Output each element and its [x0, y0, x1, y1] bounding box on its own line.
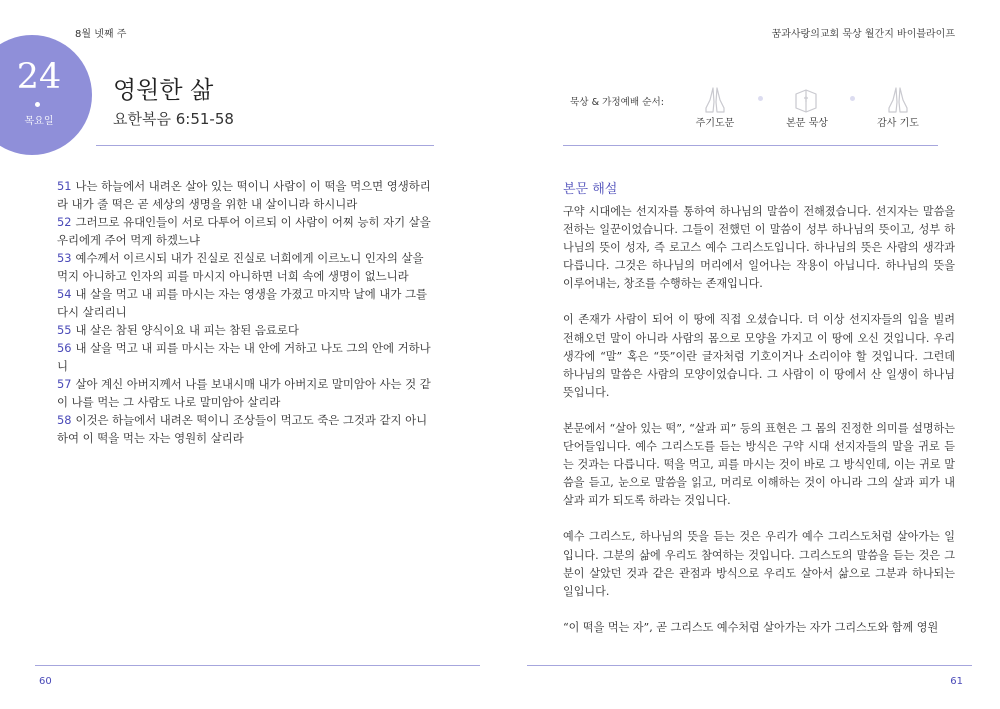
verse-number: 57 [57, 377, 72, 391]
verse-text: 내 살을 먹고 내 피를 마시는 자는 내 안에 거하고 나도 그의 안에 거하나니 [57, 341, 431, 373]
verse-item [57, 213, 437, 249]
verse-text: 예수께서 이르시되 내가 진실로 진실로 너희에게 이르노니 인자의 살을 먹지 아니하고 인자의 피를 마시지 아니하면 너희 속에 생명이 없느니라 [57, 251, 424, 283]
verse-text: 그러므로 유대인들이 서로 다투어 이르되 이 사람이 어찌 능히 자기 살을 우리에게 주어 먹게 하겠느냐 [57, 215, 431, 247]
verse-item [57, 177, 437, 213]
date-weekday: 목요일 [24, 116, 54, 127]
verse-item [57, 321, 437, 339]
verse-text: 내 살을 먹고 내 피를 마시는 자는 영생을 가졌고 마지막 날에 내가 그를 다시 살리리니 [57, 287, 428, 319]
verse-number: 58 [57, 413, 72, 427]
verse-number: 54 [57, 287, 72, 301]
running-header-left: 8월 넷째 주 [75, 29, 127, 40]
commentary-paragraph: 예수 그리스도, 하나님의 뜻을 듣는 것은 우리가 예수 그리스도처럼 살아가는 일입니다. 그분의 삶에 우리도 참여하는 것입니다. 그리스도의 말씀을 듣는 것은 그분이 살았던 것과 같은 관점과 방식으로 우리도 살아서 삶으로 그분과 하나되는 일입니다. [563, 530, 955, 598]
page-number-right: 61 [950, 676, 963, 687]
verse-item [57, 411, 437, 447]
guide-step-label: 주기도문 [695, 118, 735, 129]
verse-item [57, 249, 437, 285]
verse-number: 52 [57, 215, 72, 229]
date-dot [35, 102, 40, 107]
verse-item [57, 339, 437, 375]
guide-divider [563, 145, 938, 146]
open-book-icon [793, 86, 819, 114]
commentary-paragraph: 이 존재가 사람이 되어 이 땅에 직접 오셨습니다. 더 이상 선지자들의 입을 빌려 전해오던 말이 아니라 사람의 몸으로 모양을 가지고 이 땅에 오신 것입니다. 우리 생각에 “말” 혹은 “뜻”이란 글자처럼 기호이거나 소리이야 할 것입니다. 그런데 하나님의 말씀은 사람의 모양이었습니다. 그 사람이 이 땅에서 산 일생이 하나님 뜻입니다. [563, 313, 955, 399]
praying-hands-icon [885, 86, 911, 114]
verse-item [57, 285, 437, 321]
commentary-paragraph: 구약 시대에는 선지자를 통하여 하나님의 말씀이 전해졌습니다. 선지자는 말씀을 전하는 일꾼이었습니다. 그들이 전했던 이 말씀이 성부 하나님의 뜻이고, 성부 하나님의 뜻이 성자, 즉 로고스 예수 그리스도입니다. 하나님의 뜻은 사람의 생각과 다릅니다. 그것은 하나님의 머리에서 일어나는 작용이 아닙니다. 하나님의 뜻을 이루어내는, 창조를 수행하는 존재입니다. [563, 205, 955, 291]
verse-number: 56 [57, 341, 72, 355]
verse-text: 이것은 하늘에서 내려온 떡이니 조상들이 먹고도 죽은 그것과 같지 아니하여 이 떡을 먹는 자는 영원히 살리라 [57, 413, 428, 445]
verse-list [57, 177, 437, 447]
guide-separator-dot [758, 96, 763, 101]
footer-divider-left [35, 665, 480, 666]
verse-text: 살아 계신 아버지께서 나를 보내시매 내가 아버지로 말미암아 사는 것 같이 나를 먹는 그 사람도 나로 말미암아 살리라 [57, 377, 431, 409]
verse-number: 55 [57, 323, 72, 337]
verse-number: 53 [57, 251, 72, 265]
verse-text: 내 살은 참된 양식이요 내 피는 참된 음료로다 [75, 323, 299, 337]
title-divider [96, 145, 434, 146]
date-number: 24 [16, 57, 62, 97]
praying-hands-icon [702, 86, 728, 114]
commentary-paragraph: “이 떡을 먹는 자”, 곧 그리스도 예수처럼 살아가는 자가 그리스도와 함께 영원 [563, 620, 939, 634]
commentary-paragraph: 본문에서 “살아 있는 떡”, “살과 피” 등의 표현은 그 몸의 진정한 의미를 설명하는 단어들입니다. 예수 그리스도를 듣는 방식은 구약 시대 선지자들의 말을 귀로 듣는 것과는 다릅니다. 떡을 먹고, 피를 마시는 것이 바로 그 방식인데, 이는 귀로 말씀을 듣고, 눈으로 말씀을 읽고, 머리로 이해하는 것이 아니라 그의 살과 피가 내 살과 피가 되도록 하라는 것입니다. [563, 421, 955, 508]
footer-divider-right [527, 665, 972, 666]
guide-step-label: 본문 묵상 [786, 118, 828, 129]
guide-label: 묵상 & 가정예배 순서: [570, 97, 665, 108]
page-title: 영원한 삶 [113, 76, 214, 104]
running-header-right: 꿈과사랑의교회 묵상 월간지 바이블라이프 [771, 29, 955, 40]
commentary-body [563, 203, 955, 655]
verse-text: 나는 하늘에서 내려온 살아 있는 떡이니 사람이 이 떡을 먹으면 영생하리라 내가 줄 떡은 곧 세상의 생명을 위한 내 살이니라 하시니라 [57, 179, 431, 211]
commentary-title: 본문 해설 [563, 182, 618, 197]
verse-item [57, 375, 437, 411]
verse-number: 51 [57, 179, 72, 193]
scripture-reference: 요한복음 6:51-58 [113, 110, 234, 128]
guide-step-label: 감사 기도 [877, 118, 919, 129]
page-number-left: 60 [39, 676, 52, 687]
guide-separator-dot [850, 96, 855, 101]
